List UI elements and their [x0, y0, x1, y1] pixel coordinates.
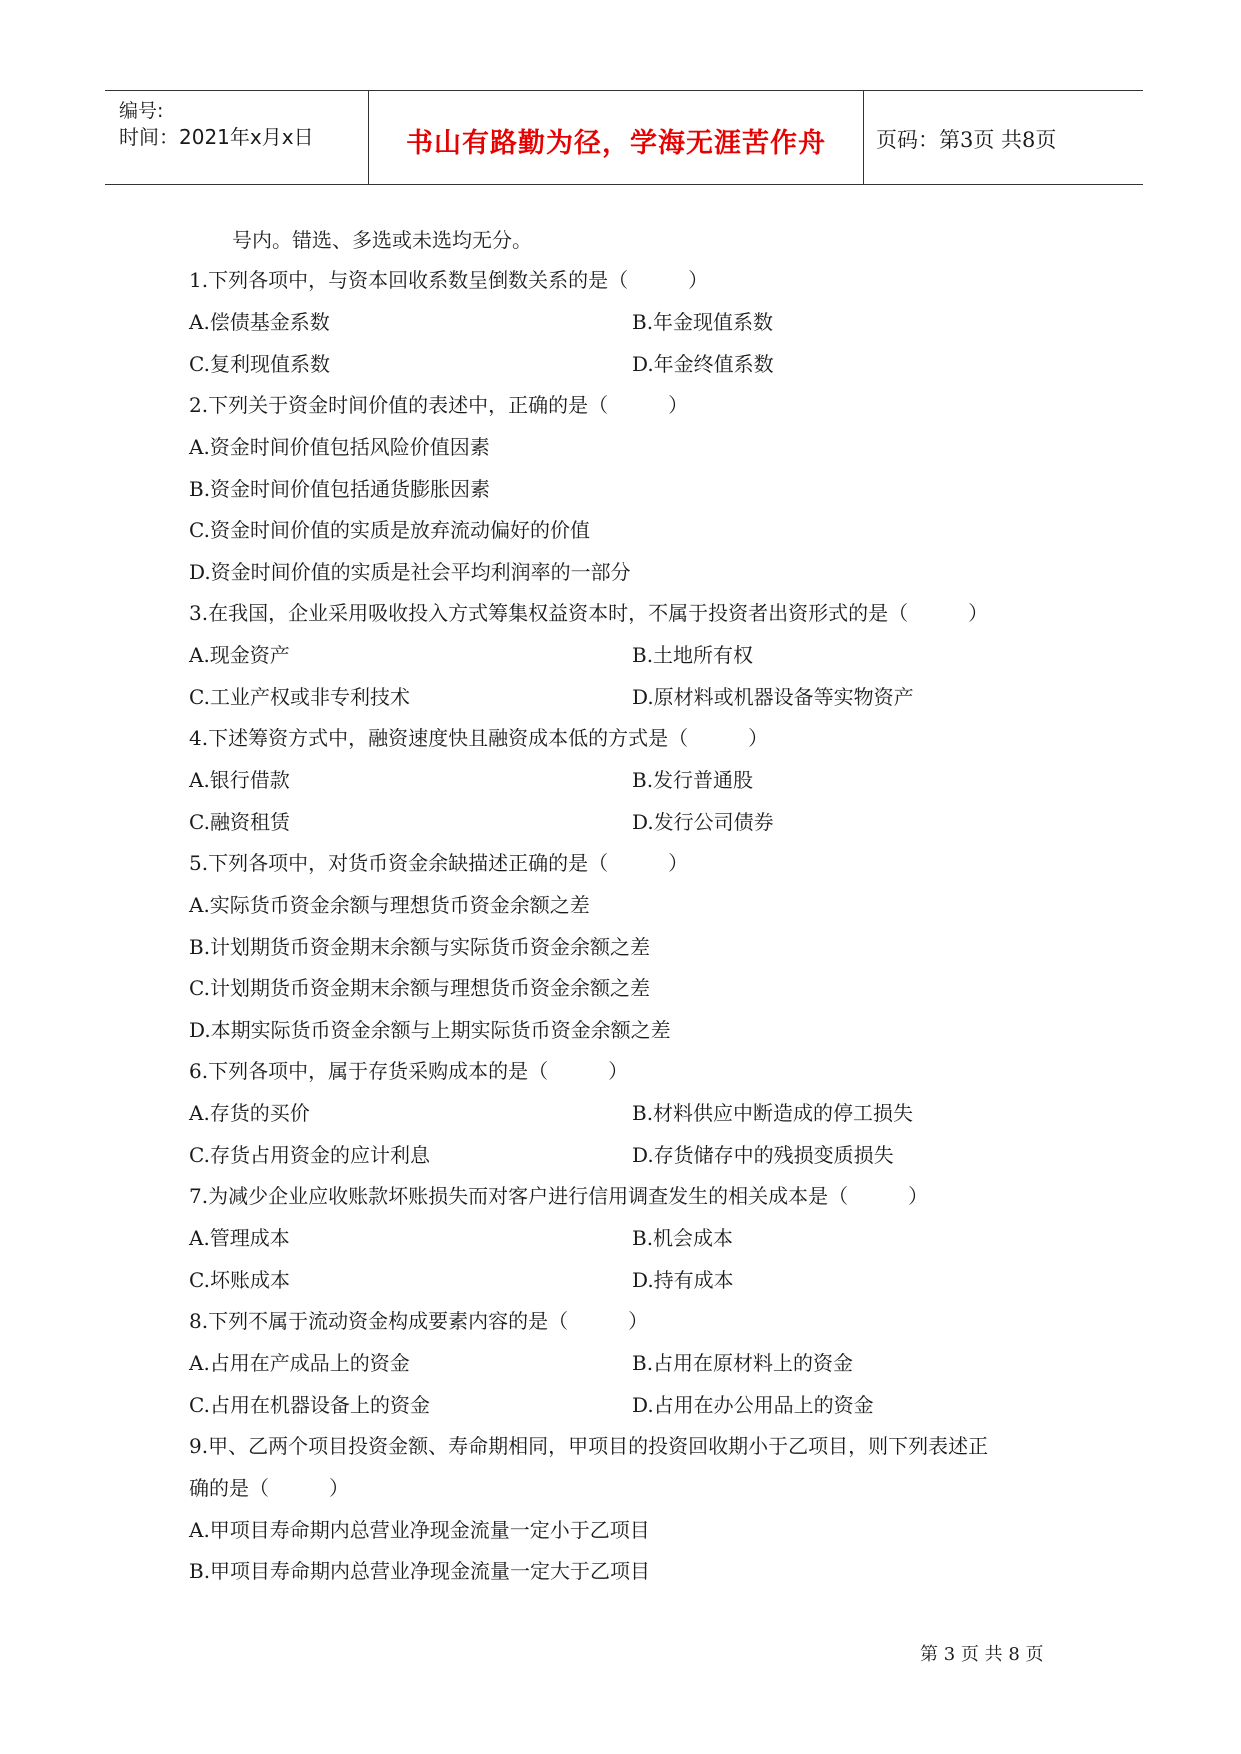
- option-d: D.占用在办公用品上的资金: [632, 1393, 874, 1417]
- option-c: C.占用在机器设备上的资金: [189, 1393, 430, 1417]
- option-a: A.管理成本: [189, 1226, 290, 1250]
- option-b: B.土地所有权: [632, 643, 754, 667]
- option-b: B.年金现值系数: [632, 310, 774, 334]
- question-stem: 2.下列关于资金时间价值的表述中，正确的是（ ）: [189, 393, 689, 417]
- option-c: C.计划期货币资金期末余额与理想货币资金余额之差: [189, 976, 650, 1000]
- header-page-cell: [864, 91, 1143, 184]
- page-footer: 第 3 页 共 8 页: [920, 1644, 1044, 1665]
- option-b: B.占用在原材料上的资金: [632, 1351, 854, 1375]
- option-c: C.工业产权或非专利技术: [189, 685, 410, 709]
- option-d: D.原材料或机器设备等实物资产: [632, 685, 914, 709]
- question-stem: 6.下列各项中，属于存货采购成本的是（ ）: [189, 1059, 629, 1083]
- option-c: C.坏账成本: [189, 1268, 290, 1292]
- option-c: C.融资租赁: [189, 810, 290, 834]
- question-stem: 5.下列各项中，对货币资金余缺描述正确的是（ ）: [189, 851, 689, 875]
- option-b: B.计划期货币资金期末余额与实际货币资金余额之差: [189, 935, 651, 959]
- page-header: [105, 90, 1143, 185]
- question-stem: 3.在我国，企业采用吸收投入方式筹集权益资本时，不属于投资者出资形式的是（ ）: [189, 601, 989, 625]
- option-d: D.发行公司债券: [632, 810, 774, 834]
- question-stem-continued: 确的是（ ）: [189, 1476, 349, 1500]
- number-label: 编号:: [119, 100, 164, 122]
- option-a: A.存货的买价: [189, 1101, 310, 1125]
- question-stem: 7.为减少企业应收账款坏账损失而对客户进行信用调查发生的相关成本是（ ）: [189, 1184, 929, 1208]
- option-c: C.复利现值系数: [189, 352, 330, 376]
- option-b: B.机会成本: [632, 1226, 734, 1250]
- option-d: D.本期实际货币资金余额与上期实际货币资金余额之差: [189, 1018, 671, 1042]
- option-a: A.资金时间价值包括风险价值因素: [189, 435, 490, 459]
- header-motto-cell: [369, 91, 864, 184]
- header-meta: [105, 91, 369, 184]
- option-d: D.持有成本: [632, 1268, 734, 1292]
- option-b: B.资金时间价值包括通货膨胀因素: [189, 477, 491, 501]
- option-a: A.实际货币资金余额与理想货币资金余额之差: [189, 893, 590, 917]
- option-d: D.资金时间价值的实质是社会平均利润率的一部分: [189, 560, 631, 584]
- question-stem: 8.下列不属于流动资金构成要素内容的是（ ）: [189, 1309, 649, 1333]
- question-stem: 4.下述筹资方式中，融资速度快且融资成本低的方式是（ ）: [189, 726, 769, 750]
- option-a: A.现金资产: [189, 643, 290, 667]
- motto: 书山有路勤为径，学海无涯苦作舟: [406, 128, 826, 159]
- option-b: B.甲项目寿命期内总营业净现金流量一定大于乙项目: [189, 1559, 651, 1583]
- option-d: D.年金终值系数: [632, 352, 774, 376]
- option-d: D.存货储存中的残损变质损失: [632, 1143, 894, 1167]
- option-c: C.存货占用资金的应计利息: [189, 1143, 430, 1167]
- option-a: A.偿债基金系数: [189, 310, 330, 334]
- option-c: C.资金时间价值的实质是放弃流动偏好的价值: [189, 518, 590, 542]
- option-a: A.银行借款: [189, 768, 290, 792]
- intro-text: 号内。错选、多选或未选均无分。: [232, 228, 532, 252]
- option-a: A.占用在产成品上的资金: [189, 1351, 410, 1375]
- question-stem: 1.下列各项中，与资本回收系数呈倒数关系的是（ ）: [189, 268, 709, 292]
- option-a: A.甲项目寿命期内总营业净现金流量一定小于乙项目: [189, 1518, 650, 1542]
- page-info: 页码：第3页 共8页: [876, 128, 1057, 152]
- time-label: 时间：2021年x月x日: [119, 125, 314, 149]
- question-stem: 9.甲、乙两个项目投资金额、寿命期相同，甲项目的投资回收期小于乙项目，则下列表述正: [189, 1434, 989, 1458]
- option-b: B.材料供应中断造成的停工损失: [632, 1101, 914, 1125]
- option-b: B.发行普通股: [632, 768, 754, 792]
